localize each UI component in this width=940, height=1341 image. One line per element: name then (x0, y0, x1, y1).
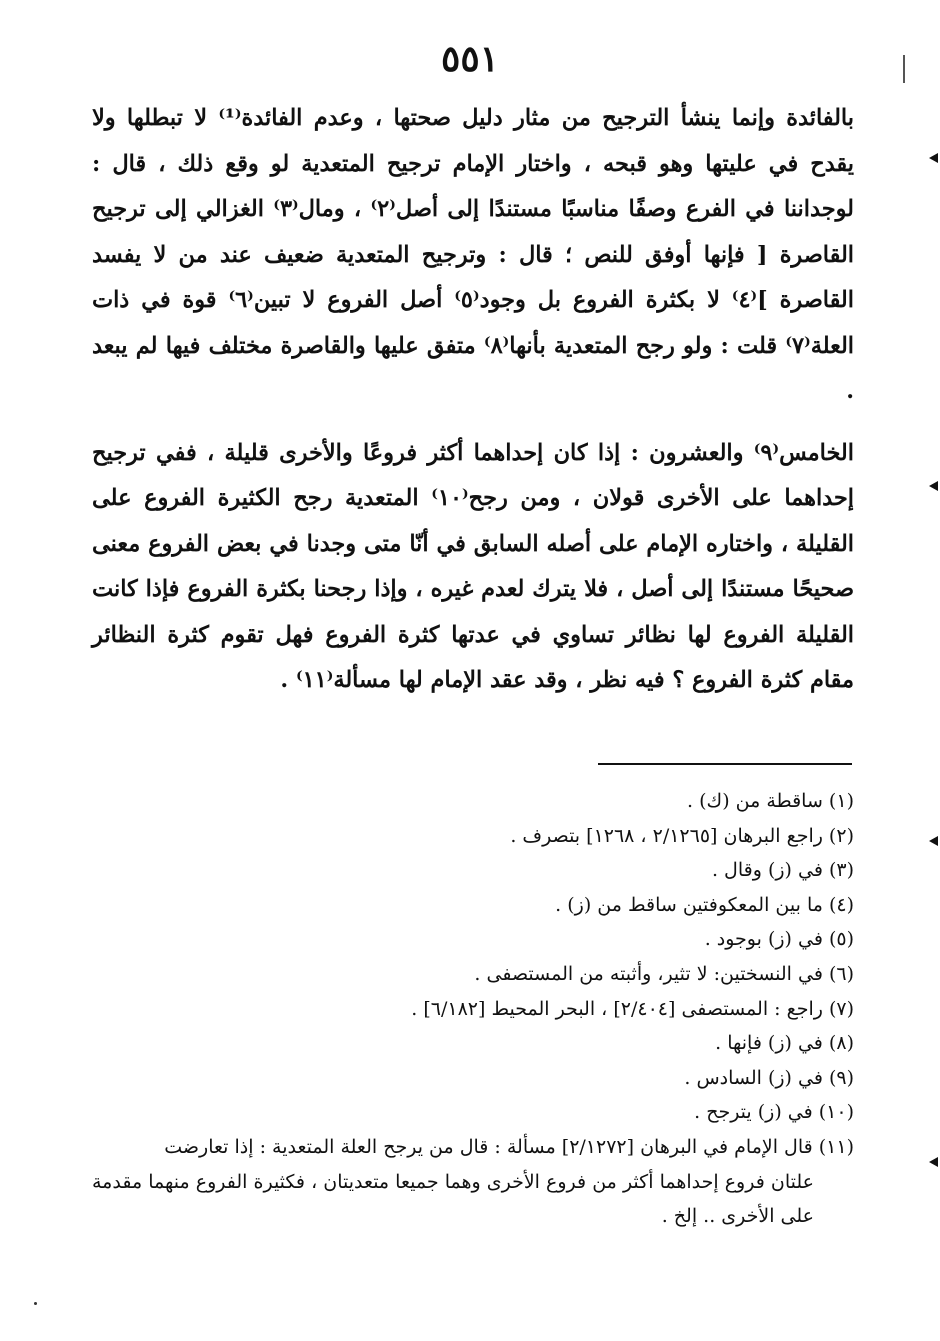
footnote-8: (٨) في (ز) فإنها . (715, 1032, 854, 1055)
footnote-1: (١) ساقطة من (ك) . (687, 790, 854, 812)
footnote-7: (٧) راجع : المستصفى [٢/٤٠٤] ، البحر المحيط [٦/١٨٢] . (411, 997, 854, 1020)
footnote-4: (٤) ما بين المعكوفتين ساقط من (ز) . (555, 893, 854, 916)
footnote-11-continuation: علتان فروع إحداهما أكثر من فروع الأخرى وهما جميعا متعديتان ، فكثيرة الفروع منهما مقدمة على الأخرى .. إلخ . (92, 1170, 814, 1228)
paragraph-2 (92, 431, 854, 704)
footnotes-list (92, 784, 854, 1234)
edge-mark-bottom (929, 1157, 938, 1167)
edge-mark-footnote (929, 836, 938, 846)
edge-mark-middle (929, 481, 938, 491)
paragraph-1: بالفائدة وإنما ينشأ الترجيح من مثار دليل صحتها ، وعدم الفائدة⁽¹⁾ لا تبطلها ولا يقدح في عليتها وهو قبحه ، واختار الإمام ترجيح المتعدية لو وقع ذلك ، قال : لوجداننا في الفرع وصفًا مناسبًا مستندًا إلى أصل⁽٢⁾ ، ومال⁽٣⁾ الغزالي إلى ترجيح القاصرة [ فإنها أوفق للنص ؛ قال : وترجيح المتعدية ضعيف عند من لا يفسد القاصرة ]⁽٤⁾ لا بكثرة الفروع بل وجود⁽٥⁾ أصل الفروع لا تبين⁽٦⁾ قوة في ذات العلة⁽٧⁾ قلت : ولو رجح المتعدية بأنها⁽٨⁾ متفق عليها والقاصرة مختلف فيها لم يبعد . (92, 105, 854, 404)
paragraph-2-text: إذا كان إحداهما أكثر فروعًا والأخرى قليلة ، ففي ترجيح إحداهما على الأخرى قولان ، ومن رجح⁽١٠⁾ المتعدية رجح الكثيرة الفروع على القليلة ، واختاره الإمام على أصله السابق في أنّا متى وجدنا في بعض الفروع معنى صحيحًا مستندًا إلى أصل ، فلا يترك لعدم غيره ، وإذا رجحنا بكثرة الفروع فإذا كانت القليلة الفروع لها نظائر تساوي في عدتها كثرة الفروع فهل تقوم كثرة النظائر مقام كثرة الفروع ؟ فيه نظر ، وقد عقد الإمام لها مسألة⁽١١⁾ . (92, 439, 854, 693)
edge-mark-top (929, 153, 938, 163)
footnote-11-first-line: (١١) قال الإمام في البرهان [٢/١٢٧٢] مسألة : قال من يرجح العلة المتعدية : إذا تعارضت (164, 1135, 854, 1158)
footnote-6: (٦) في النسختين: لا تثير، وأثبته من المستصفى . (474, 962, 854, 985)
footnote-11 (92, 1130, 854, 1234)
scan-speck (34, 1302, 37, 1305)
page-number: ٥٥١ (440, 38, 499, 80)
footnote-3: (٣) في (ز) وقال . (711, 859, 854, 882)
footnote-10: (١٠) في (ز) يترجح . (694, 1101, 854, 1124)
footnote-2: (٢) راجع البرهان [٢/١٢٦٥ ، ١٢٦٨] بتصرف . (510, 824, 854, 847)
footnote-divider (598, 763, 852, 765)
footnote-9: (٩) في (ز) السادس . (684, 1066, 854, 1089)
footnote-5: (٥) في (ز) بوجود . (704, 928, 854, 951)
main-text (92, 96, 854, 704)
paragraph-2-heading: الخامس⁽٩⁾ والعشرون : (630, 439, 854, 466)
